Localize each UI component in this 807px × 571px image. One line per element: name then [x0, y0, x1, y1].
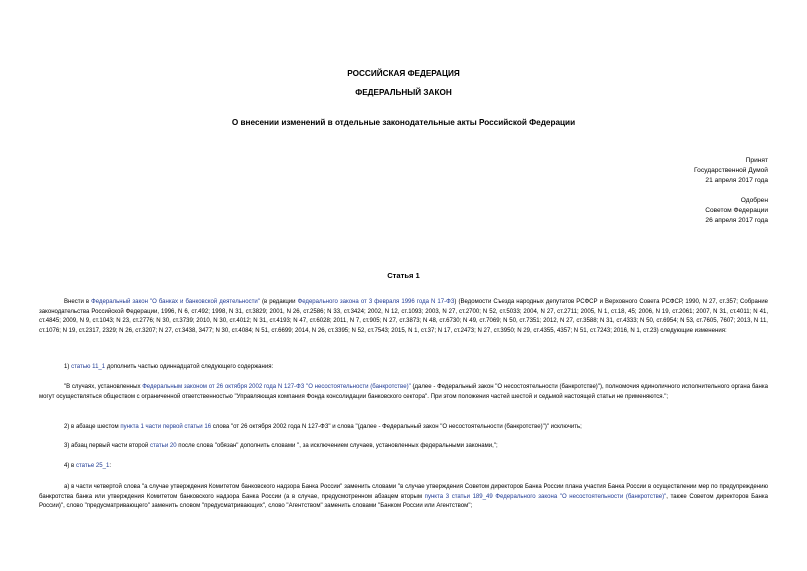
banks-law-link[interactable]: Федеральный закон "О банках и банковской деятельности": [91, 299, 260, 305]
law-title: О внесении изменений в отдельные законодательные акты Российской Федерации: [231, 118, 576, 127]
intro-text-2: (в редакции: [259, 299, 298, 305]
bankruptcy-law-link[interactable]: Федеральным законом от 26 октября 2002 года N 127-ФЗ "О несостоятельности (банкротстве)": [142, 384, 411, 390]
subitem-a-text-2: , также Советом директоров Банка России)", слово "предусматривающего" заменить словом "предусматривающих", слово "Агентством" заменить словами "Банком России или Агентством";: [39, 493, 768, 510]
federal-law-17fz-link[interactable]: Федерального закона от 3 февраля 1996 года N 17-ФЗ: [297, 299, 455, 305]
adopted-label: Принят: [745, 157, 768, 164]
item-4: [39, 462, 768, 472]
subitem-a-text-1: а) в части четвертой слова "а случае утверждения Комитетом банковского надзора Банка России" заменить словами "в случае утверждения Советом директоров Банка России плана участия Банка России в осуществлении мер по предупреждению банкротства банка или утверждения Комитетом банковского надзора Банка России (а в случае, предусмотренном абзацем вторым: [39, 484, 768, 500]
approval-block: [705, 196, 768, 226]
quote-text-1: "В случаях, установленных: [64, 384, 143, 390]
article-16-link[interactable]: пункта 1 части первой статьи 16: [120, 424, 212, 430]
item-3: [39, 442, 768, 452]
intro-text-3: ) (Ведомости Съезда народных депутатов РСФСР и Верховного Совета РСФСР, 1990, N 27, ст.357; Собрание законодательства Российской Федерации, 1996, N 6, ст.492; 1998, N 31, ст.3829; 2001, N 26, ст.2586; N 33, ст.3424; 2002, N 12, ст.1093; 2003, N 27, ст.2700; N 52, ст.5033; 2004, N 27, ст.2711; 2005, N 1, ст.18, 45; 2006, N 19, ст.2061; 2007, N 31, ст.4011; N 41, ст.4845; 2009, N 9, ст.1043; N 23, ст.2776; N 30, ст.3739; 2010, N 30, ст.4012; N 31, ст.4193; N 47, ст.6028; 2011, N 7, ст.905; N 27, ст.3873; N 48, ст.6730; N 49, ст.7069; N 50, ст.7351; 2012, N 27, ст.3588; N 31, ст.4333; N 50, ст.6954; N 53, ст.7605, 7607; 2013, N 11, ст.1076; N 19, ст.2317, 2329; N 26, ст.3207; N 27, ст.3438, 3477; N 30, ст.4084; N 51, ст.6699; 2014, N 26, ст.3395; N 52, ст.7543; 2015, N 1, ст.37; N 17, ст.2473; N 27, ст.3950; N 29, ст.4355, 4357; N 51, ст.7243; 2016, N 1, ст.23) следующие изменения:: [39, 299, 768, 334]
article-11-1-link[interactable]: статью 11_1: [71, 364, 106, 370]
doc-type-heading: ФЕДЕРАЛЬНЫЙ ЗАКОН: [355, 88, 452, 97]
item-3-text-2: после слова "обязан" дополнить словами ", за исключением случаев, установленных федеральными законами,";: [176, 443, 498, 449]
intro-text-1: Внести в: [64, 299, 92, 305]
item-1: [39, 363, 768, 373]
adopted-by: Государственной Думой: [694, 167, 768, 174]
approved-by: Советом Федерации: [705, 207, 768, 214]
approved-label: Одобрен: [740, 197, 768, 204]
item-2-text-1: 2) в абзаце шестом: [64, 424, 121, 430]
article-heading: Статья 1: [387, 271, 420, 280]
article-25-1-link[interactable]: статье 25_1: [75, 463, 110, 469]
item-2: [39, 423, 768, 433]
article-189-49-link[interactable]: пункта 3 статьи 189_49 Федерального закона "О несостоятельности (банкротстве)": [424, 493, 667, 500]
quote-text-2: (далее - Федеральный закон "О несостоятельности (банкротстве)"), полномочия единоличного исполнительного органа банка могут осуществляться обществом с ограниченной ответственностью "Управляющая компания Фонда консолидации банковского сектора". При этом положения частей шестой и седьмой настоящей статьи не применяются.";: [39, 384, 768, 400]
subitem-a: [39, 483, 768, 512]
item-2-text-2: слова "от 26 октября 2002 года N 127-ФЗ" и слова "(далее - Федеральный закон "О несостоятельности (банкротстве)")" исключить;: [211, 424, 582, 430]
item-1-text: дополнить частью одиннадцатой следующего содержания:: [105, 364, 274, 370]
item-4-text-2: :: [109, 463, 112, 469]
country-heading: РОССИЙСКАЯ ФЕДЕРАЦИЯ: [347, 69, 460, 78]
item-4-text-1: 4) в: [64, 463, 76, 469]
intro-paragraph: [39, 298, 768, 336]
adoption-block: [694, 156, 768, 186]
item-3-text-1: 3) абзац первый части второй: [64, 443, 150, 449]
adopted-date: 21 апреля 2017 года: [705, 177, 768, 184]
item-1-prefix: 1): [64, 364, 72, 370]
approved-date: 26 апреля 2017 года: [705, 217, 768, 224]
quote-paragraph: [39, 383, 768, 402]
article-20-link[interactable]: статьи 20: [149, 443, 177, 449]
